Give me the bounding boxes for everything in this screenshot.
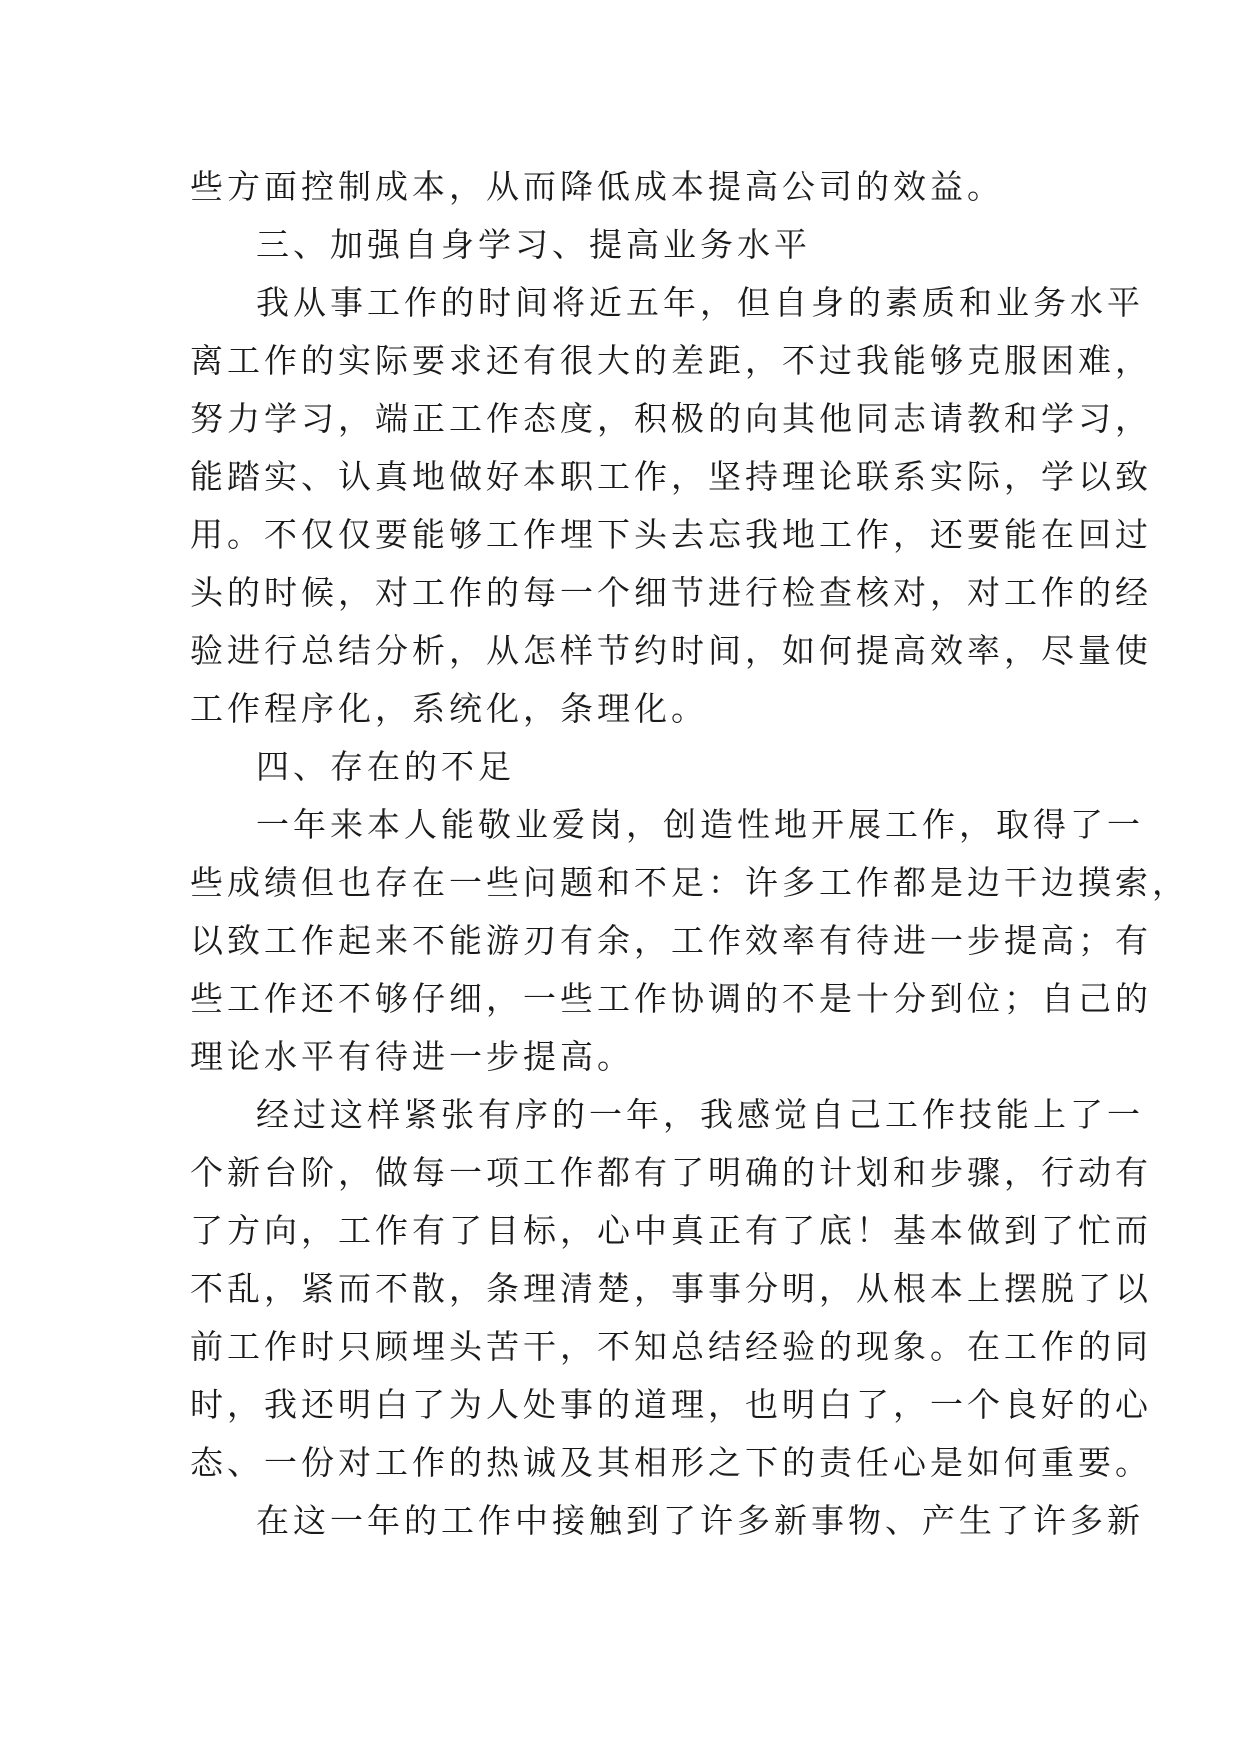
text-line-4: 离工作的实际要求还有很大的差距，不过我能够克服困难， bbox=[190, 341, 1152, 380]
text-line-24: 在这一年的工作中接触到了许多新事物、产生了许多新 bbox=[256, 1501, 1144, 1540]
text-line-20: 不乱，紧而不散，条理清楚，事事分明，从根本上摆脱了以 bbox=[190, 1269, 1152, 1308]
section-heading-4: 四、存在的不足 bbox=[256, 747, 515, 786]
text-line-13: 些成绩但也存在一些问题和不足：许多工作都是边干边摸索， bbox=[190, 863, 1189, 902]
document-body bbox=[190, 158, 1189, 1550]
text-line-12: 一年来本人能敬业爱岗，创造性地开展工作，取得了一 bbox=[256, 805, 1144, 844]
text-line-8: 头的时候，对工作的每一个细节进行检查核对，对工作的经 bbox=[190, 573, 1152, 612]
text-line-3: 我从事工作的时间将近五年，但自身的素质和业务水平 bbox=[256, 283, 1144, 322]
text-line-18: 个新台阶，做每一项工作都有了明确的计划和步骤，行动有 bbox=[190, 1153, 1152, 1192]
text-line-10: 工作程序化，系统化，条理化。 bbox=[190, 689, 708, 728]
text-line-15: 些工作还不够仔细，一些工作协调的不是十分到位；自己的 bbox=[190, 979, 1152, 1018]
section-heading-3: 三、加强自身学习、提高业务水平 bbox=[256, 225, 811, 264]
text-line-23: 态、一份对工作的热诚及其相形之下的责任心是如何重要。 bbox=[190, 1443, 1152, 1482]
text-line-21: 前工作时只顾埋头苦干，不知总结经验的现象。在工作的同 bbox=[190, 1327, 1152, 1366]
text-line-14: 以致工作起来不能游刃有余，工作效率有待进一步提高；有 bbox=[190, 921, 1152, 960]
text-line-5: 努力学习，端正工作态度，积极的向其他同志请教和学习， bbox=[190, 399, 1152, 438]
text-line-16: 理论水平有待进一步提高。 bbox=[190, 1037, 634, 1076]
text-line-9: 验进行总结分析，从怎样节约时间，如何提高效率，尽量使 bbox=[190, 631, 1152, 670]
text-line-6: 能踏实、认真地做好本职工作，坚持理论联系实际，学以致 bbox=[190, 457, 1152, 496]
text-line-1: 些方面控制成本，从而降低成本提高公司的效益。 bbox=[190, 167, 1004, 206]
text-line-22: 时，我还明白了为人处事的道理，也明白了，一个良好的心 bbox=[190, 1385, 1152, 1424]
text-line-19: 了方向，工作有了目标，心中真正有了底！基本做到了忙而 bbox=[190, 1211, 1152, 1250]
text-line-17: 经过这样紧张有序的一年，我感觉自己工作技能上了一 bbox=[256, 1095, 1144, 1134]
text-line-7: 用。不仅仅要能够工作埋下头去忘我地工作，还要能在回过 bbox=[190, 515, 1152, 554]
